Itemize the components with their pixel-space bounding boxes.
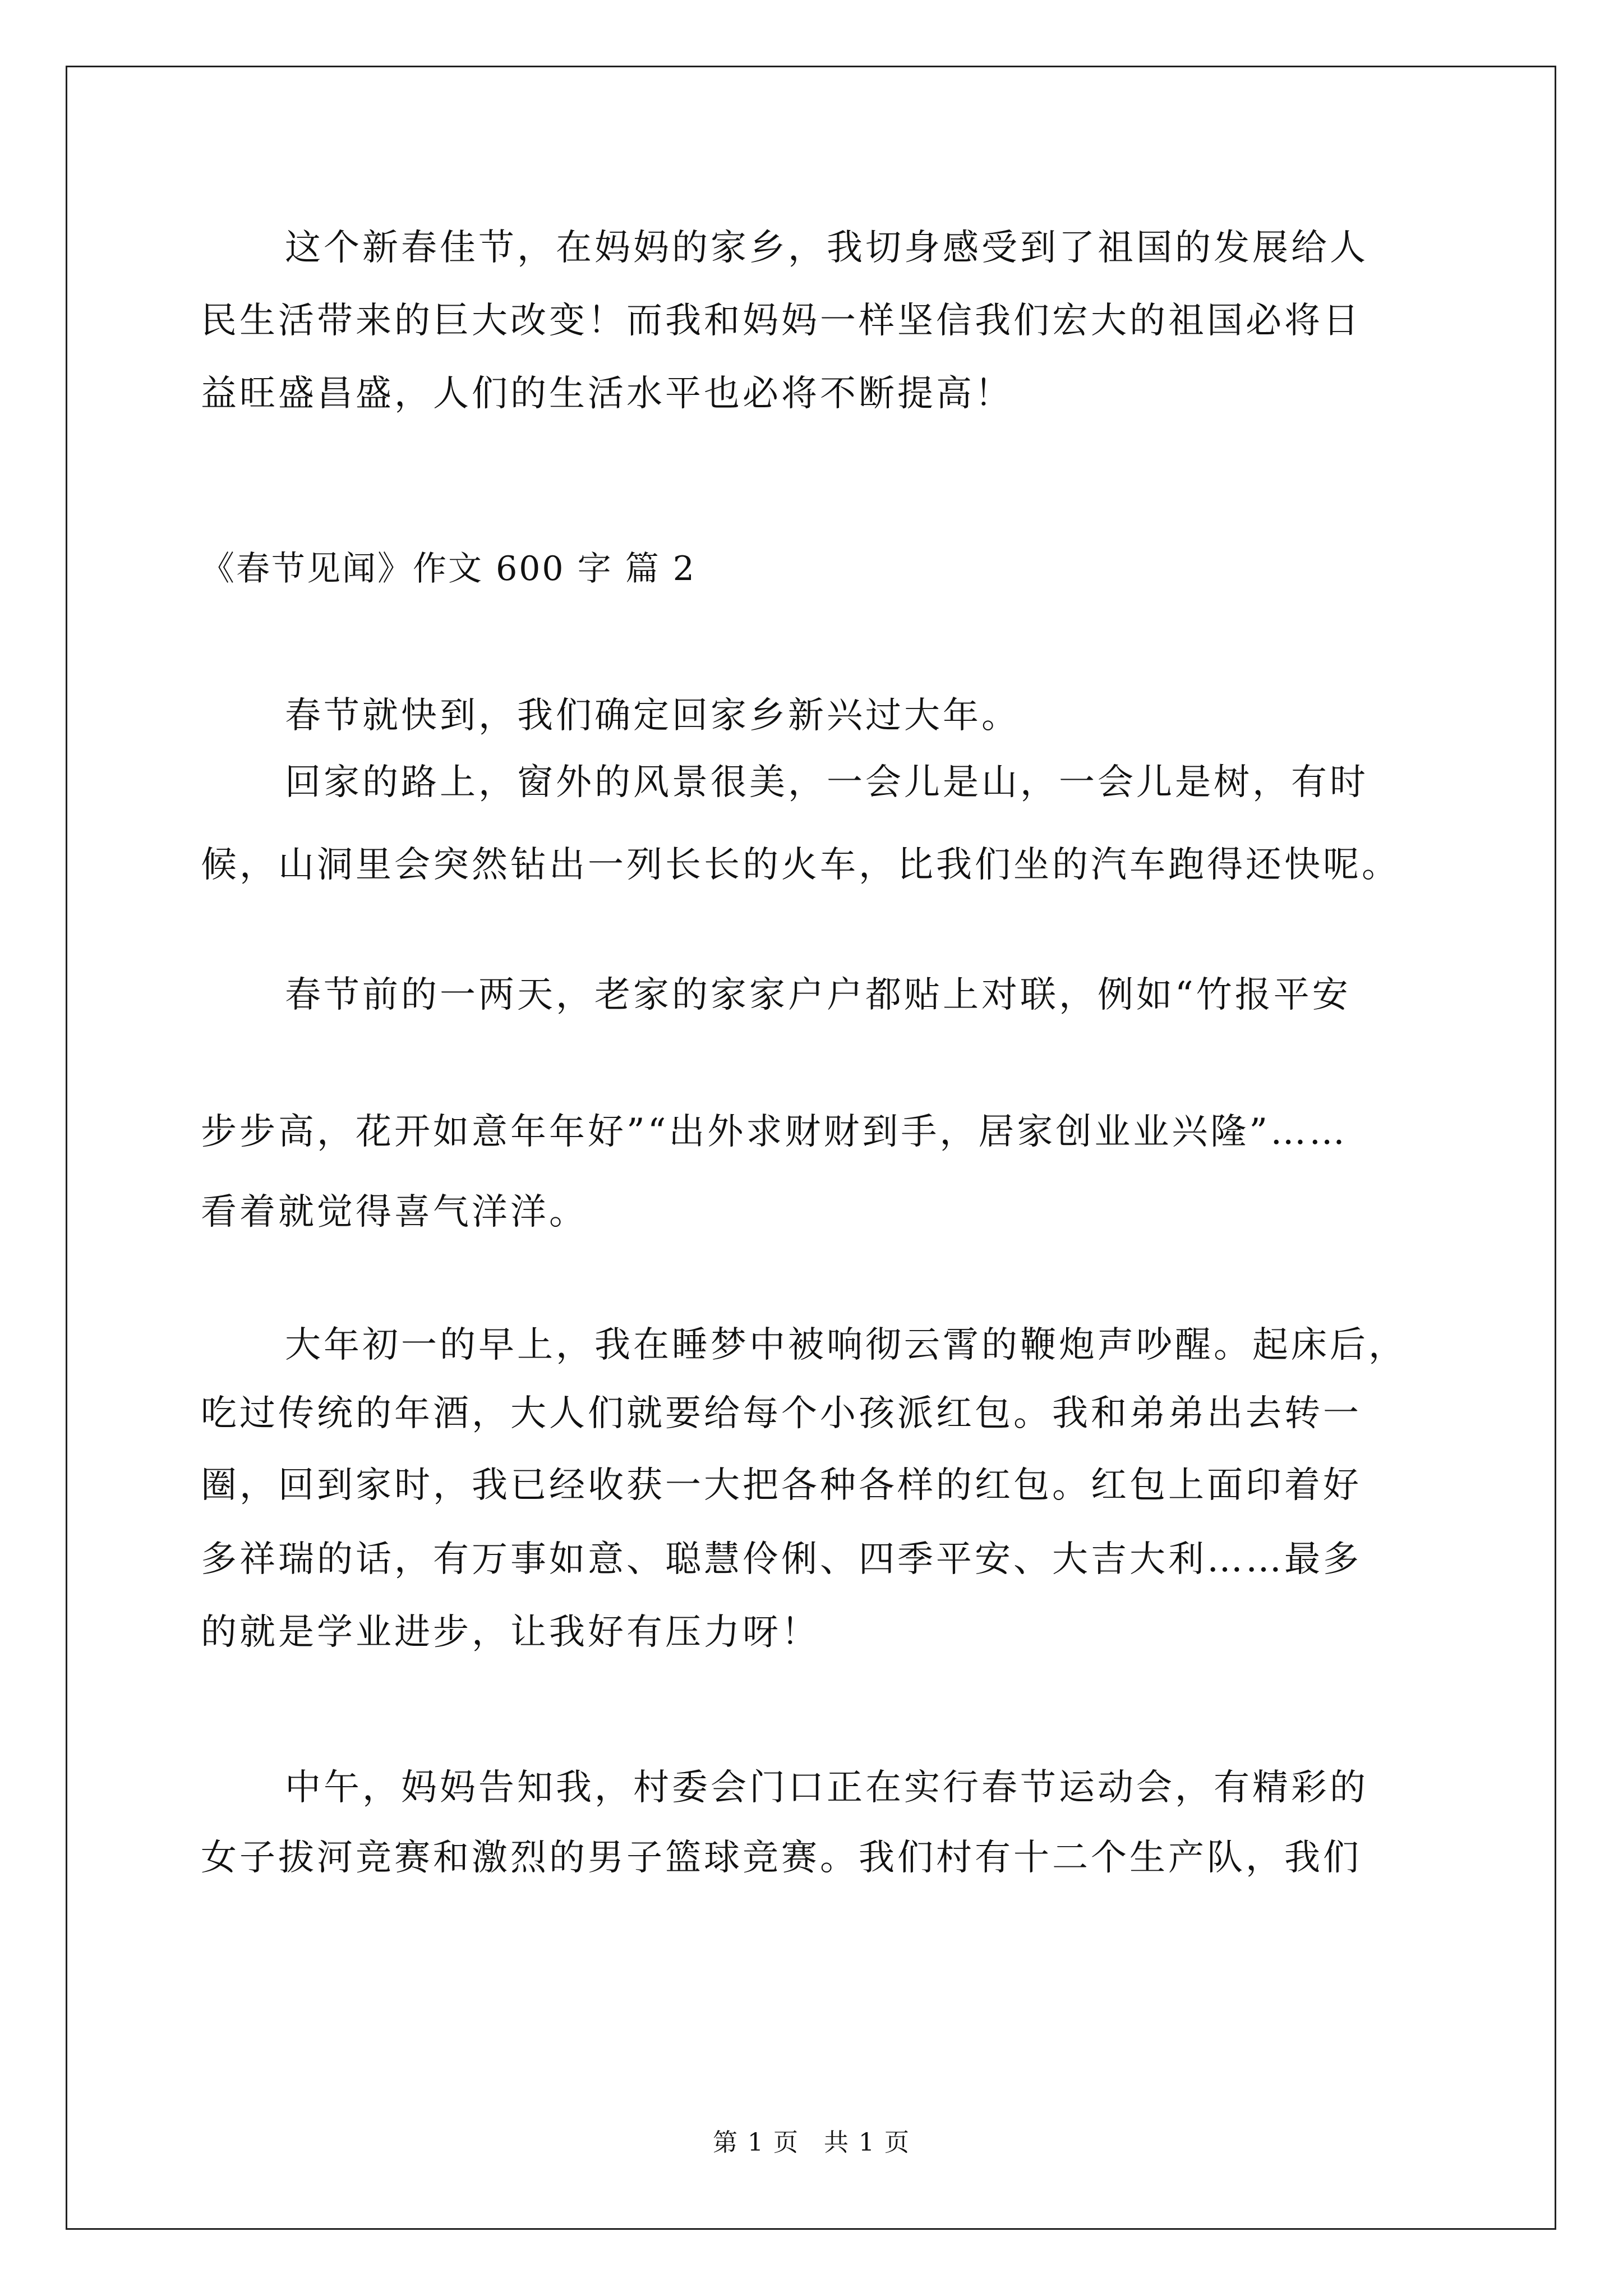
paragraph-line: 回家的路上，窗外的风景很美，一会儿是山，一会儿是树，有时: [285, 762, 1368, 803]
paragraph-line: 吃过传统的年酒，大人们就要给每个小孩派红包。我和弟弟出去转一: [201, 1393, 1362, 1434]
paragraph-line: 大年初一的早上，我在睡梦中被响彻云霄的鞭炮声吵醒。起床后，: [285, 1324, 1407, 1366]
paragraph-line: 候，山洞里会突然钻出一列长长的火车，比我们坐的汽车跑得还快呢。: [201, 844, 1400, 886]
paragraph-line: 春节就快到，我们确定回家乡新兴过大年。: [285, 695, 1020, 737]
paragraph-line: 多祥瑞的话，有万事如意、聪慧伶俐、四季平安、大吉大利……最多: [201, 1539, 1362, 1580]
paragraph-line: 看着就觉得喜气洋洋。: [201, 1191, 588, 1233]
paragraph-line: 民生活带来的巨大改变！而我和妈妈一样坚信我们宏大的祖国必将日: [201, 300, 1362, 342]
paragraph-line: 的就是学业进步，让我好有压力呀！: [201, 1612, 820, 1653]
paragraph-line: 中午，妈妈告知我，村委会门口正在实行春节运动会，有精彩的: [285, 1767, 1368, 1809]
paragraph-line: 春节前的一两天，老家的家家户户都贴上对联，例如“竹报平安: [285, 974, 1351, 1016]
paragraph-line: 益旺盛昌盛，人们的生活水平也必将不断提高！: [201, 373, 1013, 415]
page-footer: [0, 2127, 1623, 2159]
page-number: 第 1 页: [713, 2128, 799, 2157]
section-heading: 《春节见闻》作文 600 字 篇 2: [201, 549, 696, 588]
paragraph-line: 步步高，花开如意年年好”“出外求财财到手，居家创业业兴隆”……: [201, 1111, 1348, 1153]
paragraph-line: 这个新春佳节，在妈妈的家乡，我切身感受到了祖国的发展给人: [285, 227, 1368, 269]
paragraph-line: 圈，回到家时，我已经收获一大把各种各样的红包。红包上面印着好: [201, 1465, 1362, 1506]
paragraph-line: 女子拔河竞赛和激烈的男子篮球竞赛。我们村有十二个生产队，我们: [201, 1837, 1362, 1879]
page-total: 共 1 页: [824, 2128, 910, 2157]
